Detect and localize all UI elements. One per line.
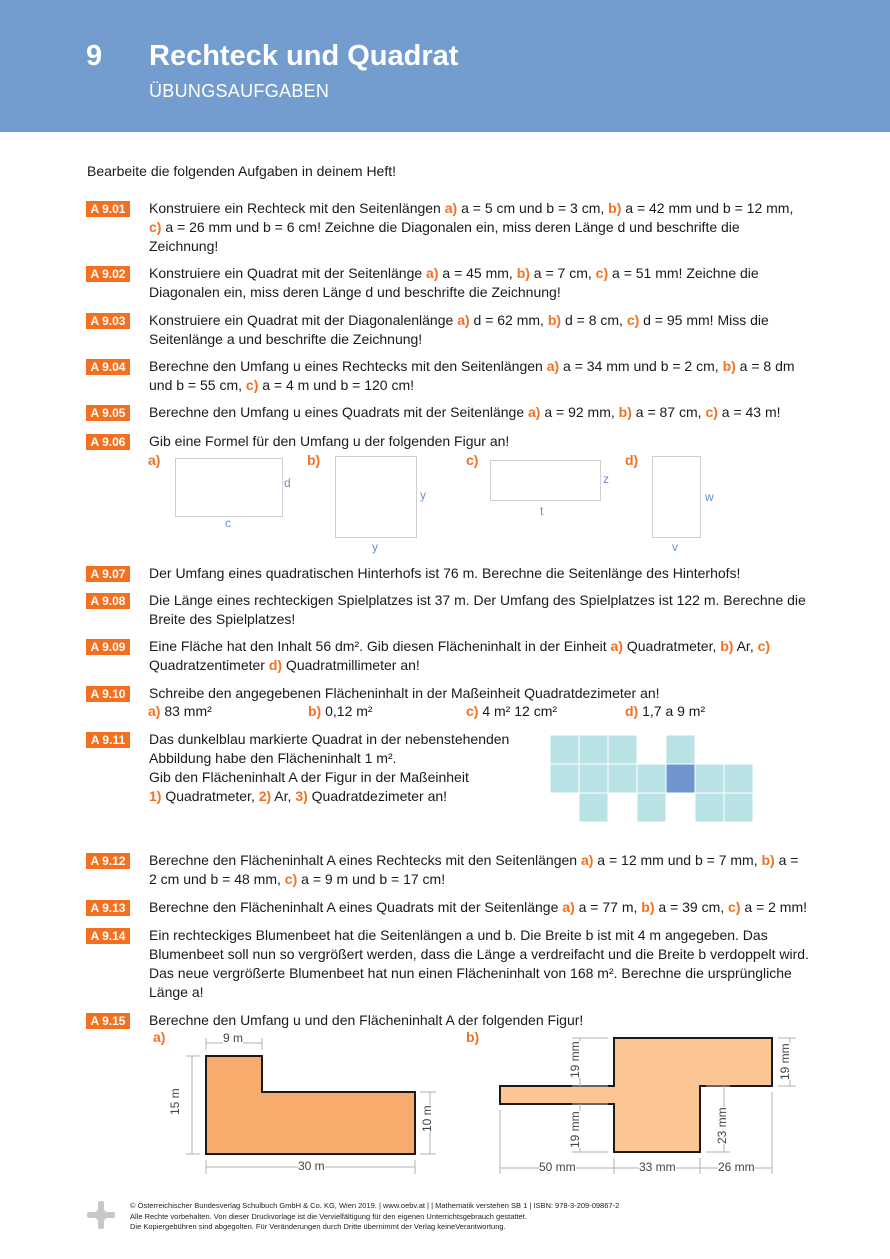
rectangle-figure-c: [490, 460, 601, 501]
label-a: a): [153, 1029, 166, 1045]
dim-bottom-3: 26 mm: [718, 1160, 755, 1174]
task-text: Ein rechteckiges Blumenbeet hat die Seitenlängen a und b. Die Breite b ist mit 4 m angegeben. Das Blumenbeet soll nun so vergrößert werden, dass die Länge a verdreifacht und die Breite b verdoppelt wird. Das neue vergrößerte Blumenbeet hat nun einen Flächeninhalt von 168 m². Berechne die ursprüngliche Länge a!: [149, 927, 809, 1000]
var-label: c: [225, 516, 231, 530]
task-tag: A 9.06: [86, 434, 130, 450]
task-text: Konstruiere ein Quadrat mit der Seitenlänge a) a = 45 mm, b) a = 7 cm, c) a = 51 mm! Zeichne die Diagonalen ein, miss deren Länge d und beschrifte die Zeichnung!: [149, 265, 759, 300]
chapter-subtitle: ÜBUNGSAUFGABEN: [149, 81, 330, 101]
task-tag: A 9.15: [86, 1013, 130, 1029]
task-tag: A 9.03: [86, 313, 130, 329]
task-text: Berechne den Umfang u eines Quadrats mit der Seitenlänge a) a = 92 mm, b) a = 87 cm, c) a = 43 m!: [149, 404, 781, 420]
task-text: Das dunkelblau markierte Quadrat in der nebenstehenden Abbildung habe den Flächeninhalt 1 m². Gib den Flächeninhalt A der Figur in der Maßeinheit 1) Quadratmeter, 2) Ar, 3) Quadratdezimeter an!: [149, 731, 510, 804]
dim-bottom-2: 33 mm: [639, 1160, 676, 1174]
task-tag: A 9.08: [86, 593, 130, 609]
task-text: Eine Fläche hat den Inhalt 56 dm². Gib diesen Flächeninhalt in der Einheit a) Quadratmeter, b) Ar, c) Quadratzentimeter d) Quadratmillimeter an!: [149, 638, 771, 673]
task-tag: A 9.01: [86, 201, 130, 217]
task-text: Gib eine Formel für den Umfang u der folgenden Figur an!: [149, 433, 510, 449]
task-tag: A 9.02: [86, 266, 130, 282]
dim-right-top: 19 mm: [778, 1043, 792, 1080]
footer-copyright: © Österreichischer Bundesverlag Schulbuch GmbH & Co. KG, Wien 2019. | www.oebv.at | | Mathematik verstehen SB 1 | ISBN: 978-3-209-09867-2 Alle Rechte vorbehalten. Von dieser Druckvorlage ist die Vervielfältigung für den eigenen Unterrichtsgebrauch gestattet. Die Kopiergebühren sind abgegolten. Für Veränderungen durch Dritte übernimmt der Verlag keineVerantwortung.: [130, 1201, 620, 1231]
task-tag: A 9.11: [86, 732, 130, 748]
var-label: z: [603, 472, 609, 486]
dim-left-bottom: 19 mm: [568, 1111, 582, 1148]
label-b: b): [307, 452, 321, 468]
label-b: b): [466, 1029, 480, 1045]
var-label: d: [284, 476, 291, 490]
intro-text: Bearbeite die folgenden Aufgaben in deinem Heft!: [87, 163, 397, 179]
var-label: v: [672, 540, 678, 554]
var-label: y: [420, 488, 426, 502]
task-text: Berechne den Flächeninhalt A eines Rechtecks mit den Seitenlängen a) a = 12 mm und b = 7 mm, b) a = 2 cm und b = 48 mm, c) a = 9 m und b = 17 cm!: [149, 852, 799, 887]
dim-bottom: 30 m: [298, 1159, 325, 1173]
figure-a-lshape: [160, 1028, 450, 1178]
dim-right: 10 m: [420, 1105, 434, 1132]
var-label: t: [540, 504, 544, 518]
figure-b-cross: [490, 1030, 800, 1180]
task-text: Berechne den Umfang u und den Flächeninhalt A der folgenden Figur!: [149, 1012, 584, 1028]
label-a: a): [148, 452, 161, 468]
var-label: y: [372, 540, 378, 554]
rectangle-figure-a: [175, 458, 283, 517]
task-tag: A 9.14: [86, 928, 130, 944]
task-text: Die Länge eines rechteckigen Spielplatzes ist 37 m. Der Umfang des Spielplatzes ist 122 m. Berechne die Breite des Spielplatzes!: [149, 592, 806, 627]
task-tag: A 9.04: [86, 359, 130, 375]
task-tag: A 9.09: [86, 639, 130, 655]
task-text: Berechne den Flächeninhalt A eines Quadrats mit der Seitenlänge a) a = 77 m, b) a = 39 cm, c) a = 2 mm!: [149, 899, 808, 915]
dim-left: 15 m: [168, 1088, 182, 1115]
dim-left-top: 19 mm: [568, 1041, 582, 1078]
dim-right-bottom: 23 mm: [715, 1107, 729, 1144]
label-d: d): [625, 452, 639, 468]
rectangle-figure-d: [652, 456, 701, 538]
subtask-d: d) 1,7 a 9 m²: [625, 703, 706, 719]
subtask-b: b) 0,12 m²: [308, 703, 373, 719]
task-text: Konstruiere ein Quadrat mit der Diagonalenlänge a) d = 62 mm, b) d = 8 cm, c) d = 95 mm! Miss die Seitenlänge a und beschrifte die Zeichnung!: [149, 312, 769, 347]
dark-unit-square: [666, 764, 695, 793]
dim-top: 9 m: [223, 1031, 244, 1045]
dim-bottom-1: 50 mm: [539, 1160, 576, 1174]
subtask-a: a) 83 mm²: [148, 703, 212, 719]
chapter-number: 9: [86, 40, 103, 72]
task-text: Schreibe den angegebenen Flächeninhalt in der Maßeinheit Quadratdezimeter an!: [149, 685, 660, 701]
task-tag: A 9.12: [86, 853, 130, 869]
square-figure-b: [335, 456, 417, 538]
task-tag: A 9.10: [86, 686, 130, 702]
task-text: Der Umfang eines quadratischen Hinterhofs ist 76 m. Berechne die Seitenlänge des Hinterhofs!: [149, 565, 741, 581]
label-c: c): [466, 452, 479, 468]
publisher-logo-icon: [86, 1200, 116, 1230]
task-tag: A 9.07: [86, 566, 130, 582]
subtask-c: c) 4 m² 12 cm²: [466, 703, 558, 719]
task-tag: A 9.05: [86, 405, 130, 421]
area-grid-figure: [550, 735, 760, 825]
task-text: Berechne den Umfang u eines Rechtecks mit den Seitenlängen a) a = 34 mm und b = 2 cm, b) a = 8 dm und b = 55 cm, c) a = 4 m und b = 120 cm!: [149, 358, 795, 393]
chapter-title: Rechteck und Quadrat: [149, 40, 459, 72]
var-label: w: [705, 490, 714, 504]
task-tag: A 9.13: [86, 900, 130, 916]
task-text: Konstruiere ein Rechteck mit den Seitenlängen a) a = 5 cm und b = 3 cm, b) a = 42 mm und b = 12 mm, c) a = 26 mm und b = 6 cm! Zeichne die Diagonalen ein, miss deren Länge d und beschrifte die Zeichnung!: [149, 200, 794, 254]
chapter-header: [0, 0, 890, 132]
